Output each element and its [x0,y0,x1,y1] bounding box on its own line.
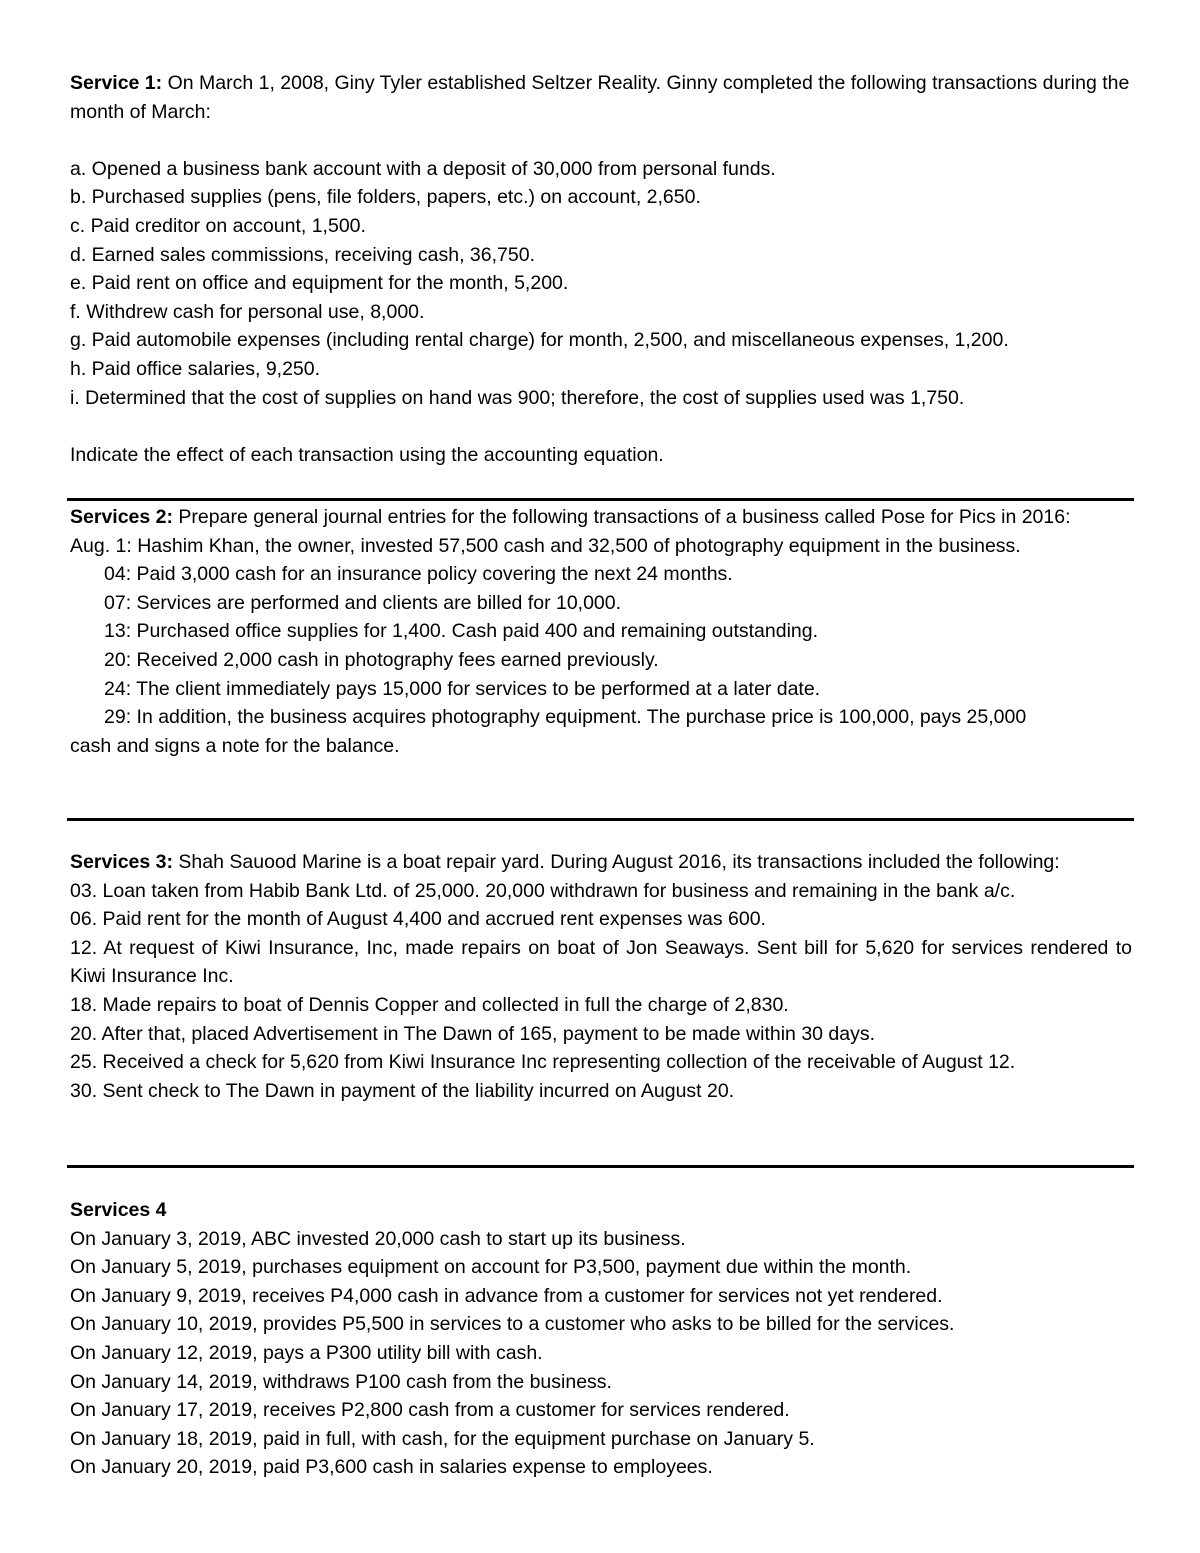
service-4-item: On January 17, 2019, receives P2,800 cash from a customer for services rendered. [70,1399,790,1422]
service-2-heading: Services 2: [70,506,173,528]
service-2-item: 04: Paid 3,000 cash for an insurance policy covering the next 24 months. [104,563,733,586]
service-3-intro-text: Shah Sauood Marine is a boat repair yard. During August 2016, its transactions included the following: [173,851,1060,873]
service-4-item: On January 12, 2019, pays a P300 utility bill with cash. [70,1341,543,1364]
service-1-instruction: Indicate the effect of each transaction using the accounting equation. [70,443,664,466]
section-divider [67,498,1134,501]
service-4-item: On January 3, 2019, ABC invested 20,000 cash to start up its business. [70,1227,686,1250]
service-2-section [70,503,1132,760]
service-4-section [70,1196,1132,1482]
service-4-item: On January 14, 2019, withdraws P100 cash from the business. [70,1370,612,1393]
service-3-item: 20. After that, placed Advertisement in The Dawn of 165, payment to be made within 30 days. [70,1022,876,1045]
service-3-item: 06. Paid rent for the month of August 4,400 and accrued rent expenses was 600. [70,908,766,931]
service-2-item: 13: Purchased office supplies for 1,400. Cash paid 400 and remaining outstanding. [104,620,819,643]
service-4-heading: Services 4 [70,1199,167,1221]
service-3-intro [70,848,1132,877]
section-divider [67,1165,1134,1168]
service-3-item: 25. Received a check for 5,620 from Kiwi Insurance Inc representing collection of the receivable of August 12. [70,1051,1016,1074]
service-3-section [70,848,1132,1105]
service-2-item: 24: The client immediately pays 15,000 for services to be performed at a later date. [104,677,821,700]
service-4-item: On January 10, 2019, provides P5,500 in services to a customer who asks to be billed for the services. [70,1313,955,1336]
service-1-item: d. Earned sales commissions, receiving cash, 36,750. [70,243,535,266]
service-2-intro-text: Prepare general journal entries for the following transactions of a business called Pose for Pics in 2016: [173,506,1071,528]
service-2-item: Aug. 1: Hashim Khan, the owner, invested 57,500 cash and 32,500 of photography equipment in the business. [70,534,1021,557]
service-1-item: i. Determined that the cost of supplies on hand was 900; therefore, the cost of supplies used was 1,750. [70,386,965,409]
service-1-intro [70,69,1132,126]
service-2-item: 07: Services are performed and clients are billed for 10,000. [104,591,622,614]
service-1-section [70,69,1132,469]
service-4-item: On January 5, 2019, purchases equipment on account for P3,500, payment due within the month. [70,1256,912,1279]
service-3-item: 12. At request of Kiwi Insurance, Inc, made repairs on boat of Jon Seaways. Sent bill for 5,620 for services rendered to Kiwi Insurance Inc. [70,936,1132,988]
service-2-item: 20: Received 2,000 cash in photography fees earned previously. [104,648,659,671]
service-1-item: c. Paid creditor on account, 1,500. [70,214,366,237]
service-1-item: h. Paid office salaries, 9,250. [70,357,321,380]
service-2-item-continuation: cash and signs a note for the balance. [70,734,400,757]
service-3-item: 03. Loan taken from Habib Bank Ltd. of 25,000. 20,000 withdrawn for business and remaining in the bank a/c. [70,879,1016,902]
service-1-item: a. Opened a business bank account with a deposit of 30,000 from personal funds. [70,157,776,180]
service-2-item: 29: In addition, the business acquires photography equipment. The purchase price is 100,000, pays 25,000 [104,706,1027,729]
service-1-item: b. Purchased supplies (pens, file folders, papers, etc.) on account, 2,650. [70,186,701,209]
service-3-heading: Services 3: [70,851,173,873]
service-4-item: On January 20, 2019, paid P3,600 cash in salaries expense to employees. [70,1456,713,1479]
service-2-intro [70,503,1132,532]
service-1-item: g. Paid automobile expenses (including rental charge) for month, 2,500, and miscellaneous expenses, 1,200. [70,329,1009,352]
service-3-item: 18. Made repairs to boat of Dennis Copper and collected in full the charge of 2,830. [70,993,789,1016]
service-1-heading: Service 1: [70,72,163,94]
service-1-item: f. Withdrew cash for personal use, 8,000. [70,300,425,323]
section-divider [67,818,1134,821]
service-3-item: 30. Sent check to The Dawn in payment of the liability incurred on August 20. [70,1079,735,1102]
service-4-item: On January 18, 2019, paid in full, with cash, for the equipment purchase on January 5. [70,1427,815,1450]
service-1-intro-text: On March 1, 2008, Giny Tyler established Seltzer Reality. Ginny completed the following transactions during the month of March: [70,72,1130,123]
service-4-item: On January 9, 2019, receives P4,000 cash in advance from a customer for services not yet rendered. [70,1284,943,1307]
service-1-item: e. Paid rent on office and equipment for the month, 5,200. [70,272,569,295]
